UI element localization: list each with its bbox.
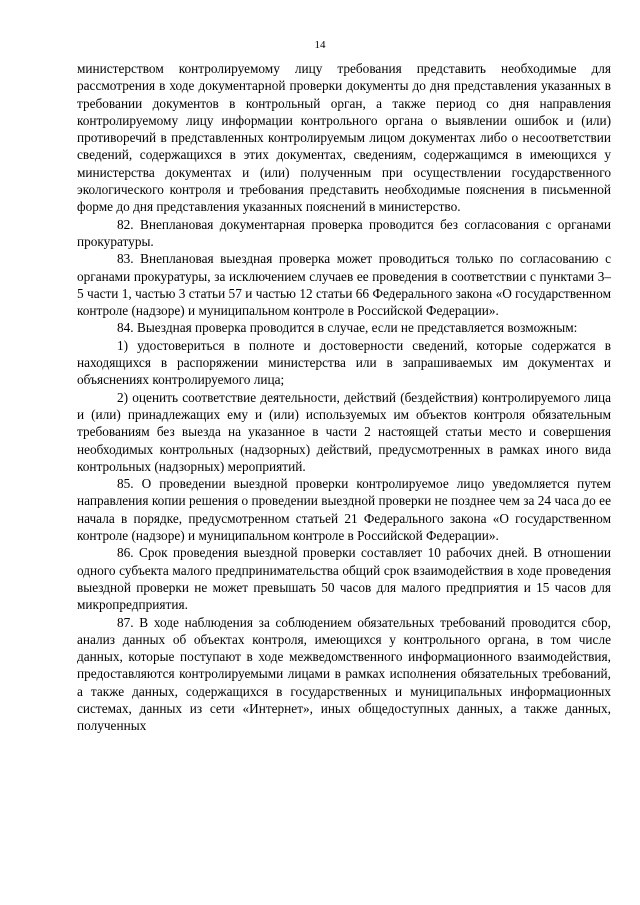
paragraph-continuation: министерством контролируемому лицу требования представить необходимые для рассмотрения в ходе документарной проверки документы до дня представления указанных в требовании документов в контрольный орган, а также период со дня направления контролируемому лицу информации контрольного органа о выявлении ошибок и (или) противоречий в представленных контролируемым лицом документах либо о несоответствии сведений, содержащихся в этих документах, сведениям, содержащимся в имеющихся у министерства документах и (или) полученным при осуществлении государственного экологического контроля и требования представить необходимые пояснения в письменной форме до дня представления указанных пояснений в министерство.	[77, 61, 611, 215]
paragraph-87: 87. В ходе наблюдения за соблюдением обязательных требований проводится сбор, анализ данных об объектах контроля, имеющихся у контрольного органа, в том числе данных, которые поступают в ходе межведомственного информационного взаимодействия, предоставляются контролируемыми лицами в рамках исполнения обязательных требований, а также данных, содержащихся в государственных и муниципальных информационных системах, данных из сети «Интернет», иных общедоступных данных, а также данных, полученных	[77, 614, 611, 734]
paragraph-86: 86. Срок проведения выездной проверки составляет 10 рабочих дней. В отношении одного субъекта малого предпринимательства общий срок взаимодействия в ходе проведения выездной проверки не может превышать 50 часов для малого предприятия и 15 часов для микропредприятия.	[77, 545, 611, 613]
paragraph-83: 83. Внеплановая выездная проверка может проводиться только по согласованию с органами прокуратуры, за исключением случаев ее проведения в соответствии с пунктами 3–5 части 1, частью 3 статьи 57 и частью 12 статьи 66 Федерального закона «О государственном контроле (надзоре) и муниципальном контроле в Российской Федерации».	[77, 251, 611, 319]
page-number: 14	[314, 39, 326, 51]
paragraph-84: 84. Выездная проверка проводится в случае, если не представляется возможным:	[117, 320, 578, 336]
paragraph-85: 85. О проведении выездной проверки контролируемое лицо уведомляется путем направления копии решения о проведении выездной проверки не позднее чем за 24 часа до ее начала в порядке, предусмотренном статьей 21 Федерального закона «О государственном контроле (надзоре) и муниципальном контроле в Российской Федерации».	[77, 476, 611, 544]
paragraph-82: 82. Внеплановая документарная проверка проводится без согласования с органами прокуратуры.	[77, 216, 611, 249]
document-body	[77, 60, 611, 735]
list-item-1: 1) удостовериться в полноте и достоверности сведений, которые содержатся в находящихся в распоряжении министерства или в запрашиваемых им документах и объяснениях контролируемого лица;	[77, 337, 611, 388]
list-item-2: 2) оценить соответствие деятельности, действий (бездействия) контролируемого лица и (или) принадлежащих ему и (или) используемых им объектов контроля обязательным требованиям без выезда на указанное в части 2 настоящей статьи место и совершения необходимых контрольных (надзорных) действий, предусмотренных в рамках иного вида контрольных (надзорных) мероприятий.	[77, 389, 611, 474]
